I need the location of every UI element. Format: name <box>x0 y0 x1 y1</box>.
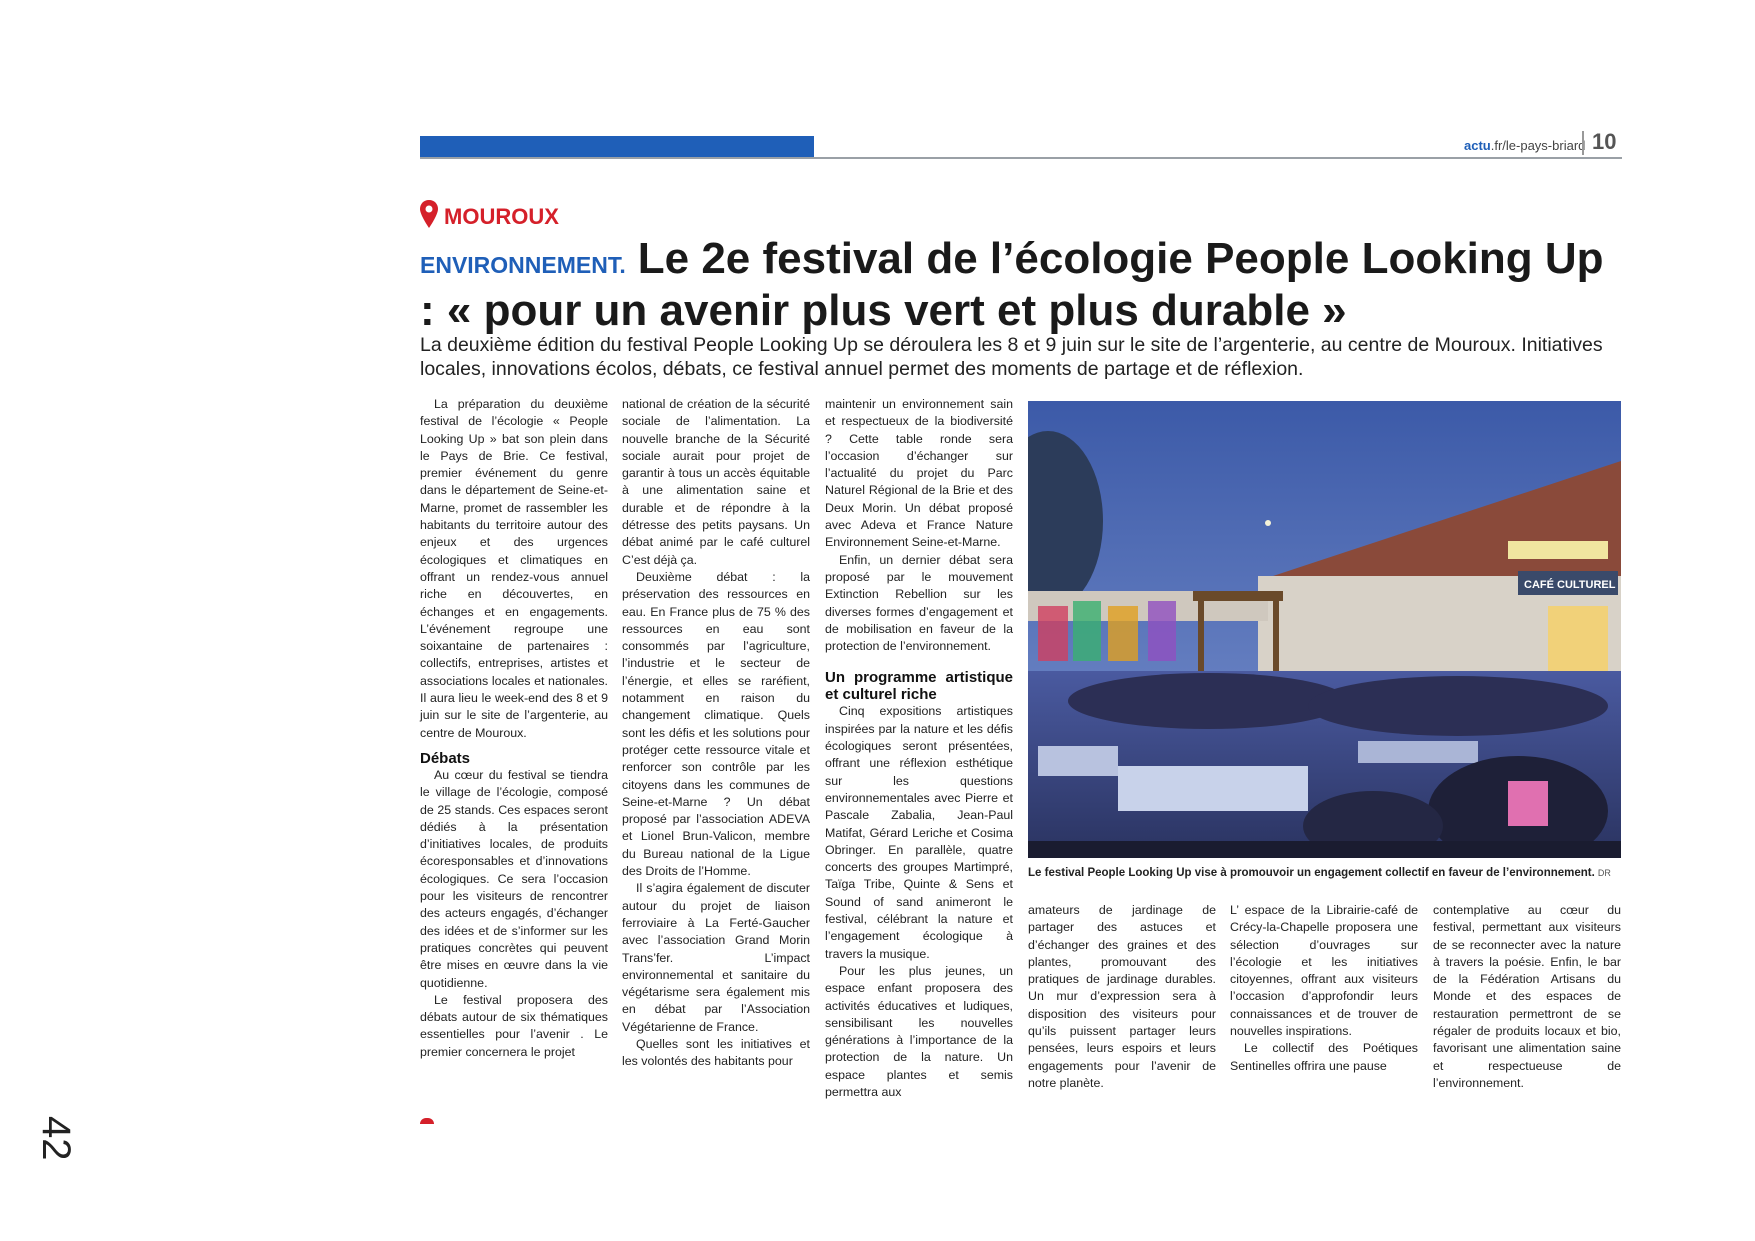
cafe-culturel-sign: CAFÉ CULTUREL <box>1524 579 1616 591</box>
paragraph: contemplative au cœur du festival, permettant aux visiteurs de se reconnecter avec la nature à travers la poésie. Enfin, le bar de la Fédération Artisans du Monde et des espaces de restauration permettront de se régaler de produits locaux et bio, favorisant une alimentation saine et respectueuse de l’environnement. <box>1433 903 1621 1090</box>
paragraph: Pour les plus jeunes, un espace enfant proposera des activités éducatives et ludiques, sensibilisant les nouvelles générations à l’importance de la protection de la nature. Un espace plantes et semis permettra aux <box>825 963 1013 1099</box>
page-number: 42 <box>34 1116 78 1161</box>
article-column-2 <box>622 396 810 1071</box>
paragraph: amateurs de jardinage de partager des astuces et d’échanger des graines et des plantes, promouvant des pratiques de jardinage durables. Un mur d’expression sera à disposition des visiteurs pour qu’ils puissent partager leurs pensées, leurs espoirs et leurs engagements pour l’avenir de notre planète. <box>1028 903 1216 1090</box>
article-location: MOUROUX <box>444 204 559 229</box>
section-number: 10 <box>1582 131 1616 155</box>
header-divider <box>420 157 1622 159</box>
article-column-6 <box>1433 902 1621 1092</box>
section-header-bar <box>420 136 814 158</box>
paragraph: Cinq expositions artistiques inspirées par la nature et les défis écologiques seront présentées, offrant une réflexion esthétique sur les questions environnementales avec Pierre et Pascale Zabalia, Jean-Paul Matifat, Gérard Leriche et Cosima Obringer. En parallèle, quatre concerts des groupes Martimpré, Taïga Tribe, Quinte & Sens et Sound of sand animeront le festival, célébrant la nature et l’engagement écologique à travers la musique. <box>825 704 1013 961</box>
caption-text: Le festival People Looking Up vise à promouvoir un engagement collectif en faveur de l’environnement. <box>1028 867 1595 879</box>
paragraph: Le festival proposera des débats autour de six thématiques essentielles pour l’avenir . Le premier concernera le projet <box>420 992 608 1059</box>
article-column-3 <box>825 396 1013 1101</box>
paragraph: Enfin, un dernier débat sera proposé par le mouvement Extinction Rebellion sur les diverses formes d’engagement et de mobilisation en faveur de la protection de l’environnement. <box>825 552 1013 654</box>
photo-caption <box>1028 866 1621 881</box>
paragraph: Il s’agira également de discuter autour du projet de liaison ferroviaire à La Ferté-Gaucher avec l’association Grand Morin Trans’fer. L’impact environnemental et sanitaire du végétarisme sera également mis en débat par l’Association Végétarienne de France. <box>622 881 810 1034</box>
subheading: Débats <box>420 749 471 767</box>
paragraph: national de création de la sécurité sociale de l’alimentation. La nouvelle branche de la Sécurité sociale aurait pour projet de garantir à tous un accès équitable à une alimentation saine et durable et de répondre à la détresse des petits paysans. Un débat animé par le café culturel C’est déjà ça. <box>622 397 810 567</box>
subheading: Un programme artistique et culturel riche <box>825 669 1013 704</box>
site-url <box>1464 138 1585 153</box>
site-path: .fr/le-pays-briard <box>1490 138 1586 153</box>
article-headline <box>420 236 1620 334</box>
article-column-1 <box>420 396 608 1061</box>
paragraph: Deuxième débat : la préservation des ressources en eau. En France plus de 75 % des ressources en eau sont consommés par l’agriculture, l’industrie et le secteur de l’énergie, et elles se raréfient, notamment en raison du changement climatique. Quels sont les défis et les solutions pour protéger cette ressource vitale et renforcer son contrôle par les citoyens dans les communes de Seine-et-Marne ? Un débat proposé par l’association ADEVA et Lionel Brun-Valicon, membre du Bureau national de la Ligue des Droits de l’Homme. <box>622 569 810 879</box>
festival-photo <box>1028 401 1621 858</box>
paragraph: La préparation du deuxième festival de l’écologie « People Looking Up » bat son plein dans le Pays de Brie. Ce festival, premier événement du genre dans le département de Seine-et-Marne, promet de rassembler les habitants du territoire autour des enjeux et des urgences écologiques et climatiques en offrant un rendez-vous annuel riche en découvertes, en échanges et en engagements. L’événement regroupe une soixantaine de partenaires : collectifs, entreprises, artistes et associations locales et nationales. Il aura lieu le week-end des 8 et 9 juin sur le site de l’argenterie, au centre de Mouroux. <box>420 397 608 740</box>
paragraph: L’ espace de la Librairie-café de Crécy-la-Chapelle proposera une sélection d’ouvrages sur l’écologie et les initiatives citoyennes, offrant aux visiteurs l’occasion d’approfondir leurs connaissances et de trouver de nouvelles inspirations. <box>1230 903 1418 1039</box>
paragraph: maintenir un environnement sain et respectueux de la biodiversité ? Cette table ronde sera l’occasion d’échanger sur l’actualité du projet du Parc Naturel Régional de la Brie et des Deux Morin. Un débat proposé avec Adeva et France Nature Environnement Seine-et-Marne. <box>825 397 1013 550</box>
map-pin-icon <box>420 200 438 228</box>
site-brand: actu <box>1464 138 1491 153</box>
paragraph: Quelles sont les initiatives et les volontés des habitants pour <box>622 1036 810 1069</box>
photo-credit: DR <box>1597 868 1611 878</box>
bottom-marker <box>420 1118 434 1124</box>
paragraph: Le collectif des Poétiques Sentinelles offrira une pause <box>1230 1041 1418 1073</box>
article-column-4 <box>1028 902 1216 1092</box>
article-standfirst: La deuxième édition du festival People Looking Up se déroulera les 8 et 9 juin sur le site de l’argenterie, au centre de Mouroux. Initiatives locales, innovations écolos, débats, ce festival annuel permet des moments de partage et de réflexion. <box>420 334 1603 380</box>
article-kicker: ENVIRONNEMENT. <box>420 252 626 278</box>
article-title: Le 2e festival de l’écologie People Looking Up : « pour un avenir plus vert et plus durable » <box>420 234 1604 335</box>
article-column-5 <box>1230 902 1418 1075</box>
paragraph: Au cœur du festival se tiendra le village de l’écologie, composé de 25 stands. Ces espaces seront dédiés à la présentation d’initiatives locales, de produits écoresponsables et d’innovations écologiques. Ce sera l’occasion pour les visiteurs de rencontrer des acteurs engagés, d’échanger des idées et de s’informer sur les pratiques concrètes qui peuvent être mises en œuvre dans la vie quotidienne. <box>420 767 608 990</box>
